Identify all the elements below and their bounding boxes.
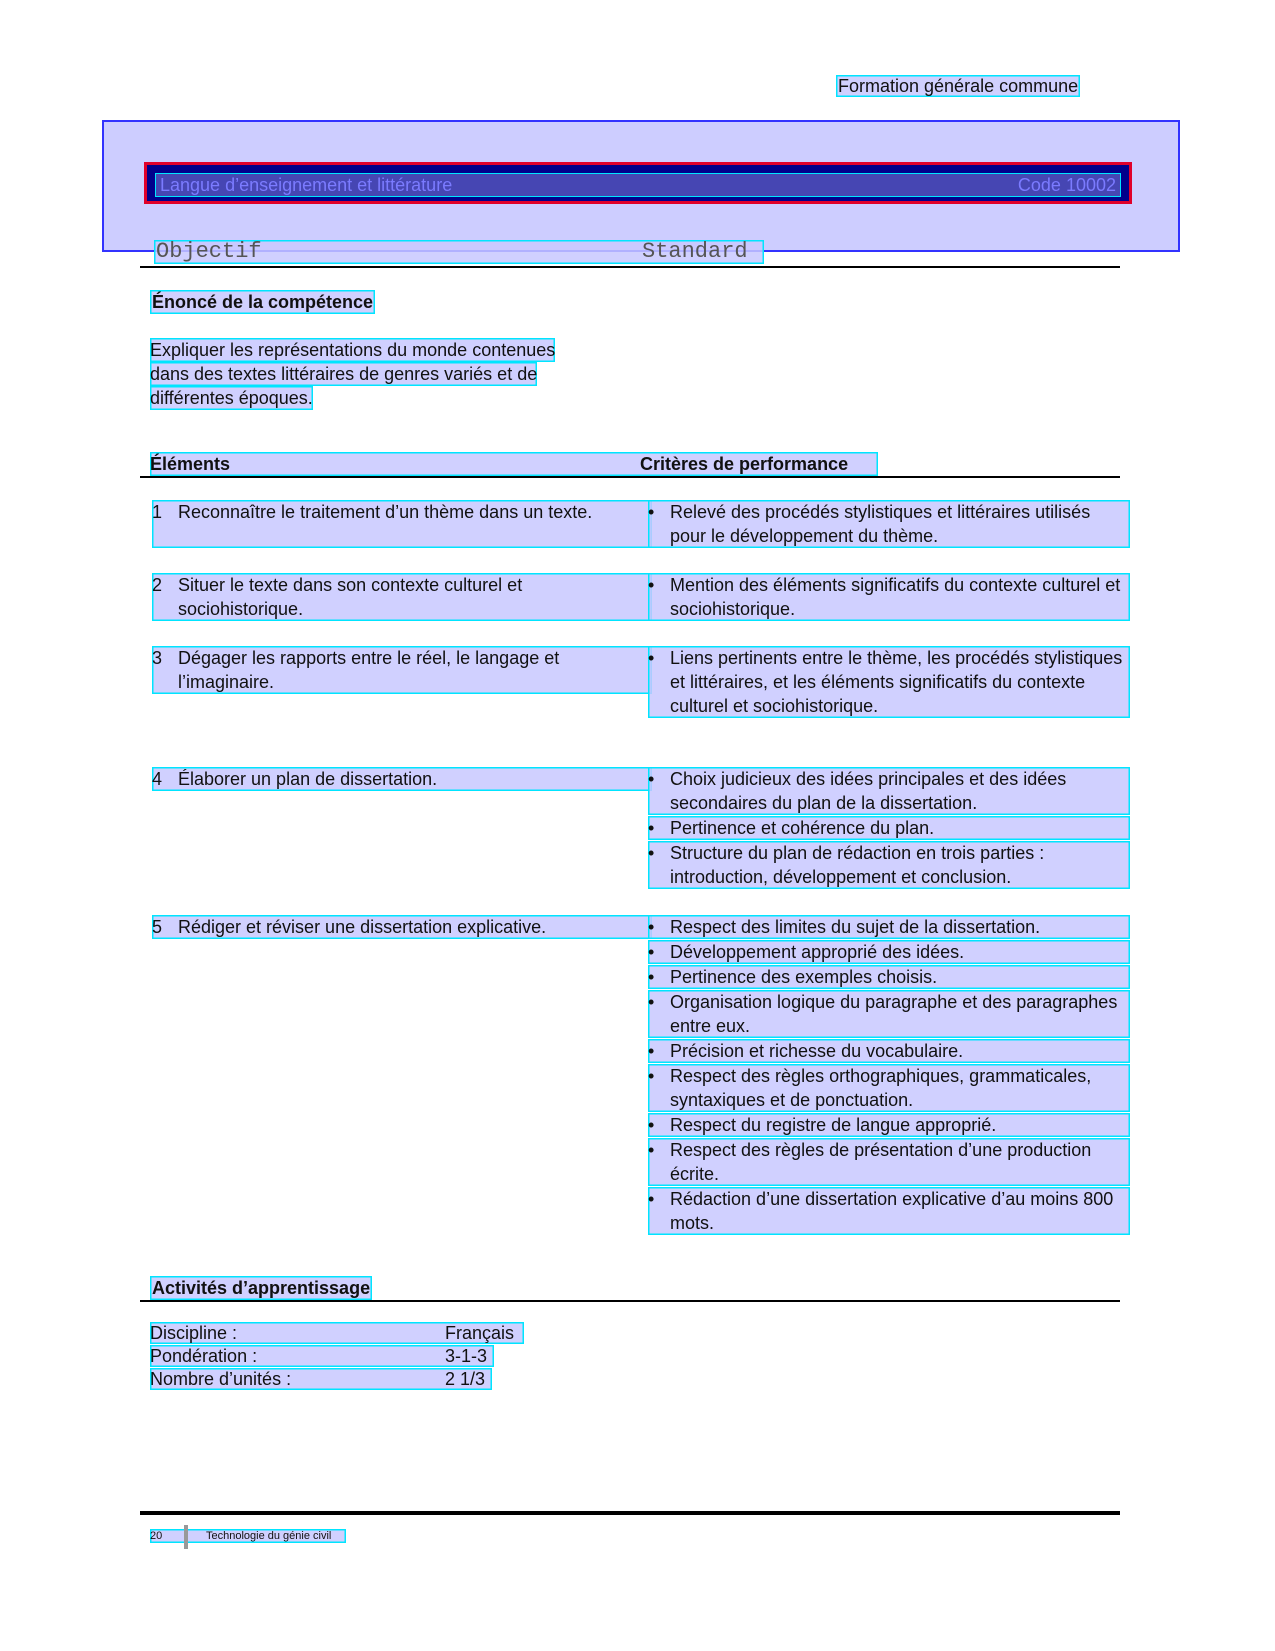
activity-value: 3-1-3 — [445, 1346, 488, 1366]
footer-page-number: 20 — [150, 1530, 163, 1542]
criteria-list-2 — [648, 573, 1130, 622]
element-row-5 — [152, 915, 652, 939]
element-row-3 — [152, 646, 652, 694]
criteria-item: • Pertinence des exemples choisis. — [648, 965, 1130, 989]
element-row-2 — [152, 573, 652, 621]
element-text: Élaborer un plan de dissertation. — [178, 769, 438, 789]
activity-value: 2 1/3 — [445, 1369, 486, 1389]
footer-rule — [140, 1511, 1120, 1515]
footer-separator — [184, 1525, 188, 1549]
objectif-label: Objectif — [156, 239, 262, 264]
element-text: Situer le texte dans son contexte culturel et sociohistorique. — [178, 575, 523, 619]
element-row-1 — [152, 500, 652, 548]
footer-program-name: Technologie du génie civil — [206, 1530, 332, 1542]
course-title-bar — [144, 162, 1132, 204]
table-heading-rule — [140, 476, 1120, 478]
footer-bar — [150, 1529, 346, 1543]
criteria-item: • Liens pertinents entre le thème, les procédés stylistiques et littéraires, et les éléments significatifs du contexte culturel et sociohistorique. — [648, 646, 1130, 718]
elements-heading: Éléments — [150, 454, 231, 474]
criteria-list-4 — [648, 767, 1130, 890]
criteria-item: • Relevé des procédés stylistiques et littéraires utilisés pour le développement du thème. — [648, 500, 1130, 548]
element-row-4 — [152, 767, 652, 791]
criteria-item: • Respect des limites du sujet de la dissertation. — [648, 915, 1130, 939]
criteria-item: • Respect des règles orthographiques, grammaticales, syntaxiques et de ponctuation. — [648, 1064, 1130, 1112]
competence-heading: Énoncé de la compétence — [152, 292, 374, 312]
criteria-item: • Rédaction d’une dissertation explicative d’au moins 800 mots. — [648, 1187, 1130, 1235]
activity-label: Discipline : — [150, 1323, 238, 1343]
competence-statement — [150, 338, 555, 410]
column-head-objectif — [154, 240, 764, 264]
element-text: Rédiger et réviser une dissertation explicative. — [178, 917, 547, 937]
program-label: Formation générale commune — [838, 76, 1079, 96]
criteria-item: • Structure du plan de rédaction en trois parties : introduction, développement et conclusion. — [648, 841, 1130, 889]
table-heading-bar — [150, 452, 878, 476]
activity-row — [150, 1345, 494, 1367]
activity-label: Nombre d’unités : — [150, 1369, 292, 1389]
element-number: 2 — [152, 575, 163, 595]
criteria-item: • Choix judicieux des idées principales et des idées secondaires du plan de la dissertation. — [648, 767, 1130, 815]
activities-rule — [140, 1300, 1120, 1302]
element-number: 3 — [152, 648, 163, 668]
course-code: Code 10002 — [1017, 175, 1116, 195]
element-number: 4 — [152, 769, 163, 789]
criteria-list-3 — [648, 646, 1130, 719]
criteria-item: • Respect des règles de présentation d’une production écrite. — [648, 1138, 1130, 1186]
criteria-item: • Mention des éléments significatifs du contexte culturel et sociohistorique. — [648, 573, 1130, 621]
competence-line: différentes époques. — [150, 388, 313, 408]
criteria-item: • Précision et richesse du vocabulaire. — [648, 1039, 1130, 1063]
element-number: 1 — [152, 502, 163, 522]
activity-row — [150, 1368, 492, 1390]
criteria-item: • Organisation logique du paragraphe et des paragraphes entre eux. — [648, 990, 1130, 1038]
course-title: Langue d’enseignement et littérature — [160, 175, 453, 195]
criteria-item: • Respect du registre de langue approprié. — [648, 1113, 1130, 1137]
activity-row — [150, 1322, 524, 1344]
course-title-inner — [155, 173, 1121, 197]
criteria-item: • Pertinence et cohérence du plan. — [648, 816, 1130, 840]
criteria-heading: Critères de performance — [640, 454, 849, 474]
activity-value: Français — [445, 1323, 515, 1343]
criteria-list-5 — [648, 915, 1130, 1236]
competence-line: dans des textes littéraires de genres variés et de — [150, 364, 538, 384]
activities-heading: Activités d’apprentissage — [152, 1278, 371, 1298]
element-number: 5 — [152, 917, 163, 937]
standard-label: Standard — [642, 239, 748, 264]
criteria-list-1 — [648, 500, 1130, 549]
activity-label: Pondération : — [150, 1346, 258, 1366]
competence-line: Expliquer les représentations du monde contenues — [150, 340, 556, 360]
element-text: Dégager les rapports entre le réel, le langage et l’imaginaire. — [178, 648, 560, 692]
column-head-rule — [140, 266, 1120, 268]
criteria-item: • Développement approprié des idées. — [648, 940, 1130, 964]
element-text: Reconnaître le traitement d’un thème dans un texte. — [178, 502, 593, 522]
